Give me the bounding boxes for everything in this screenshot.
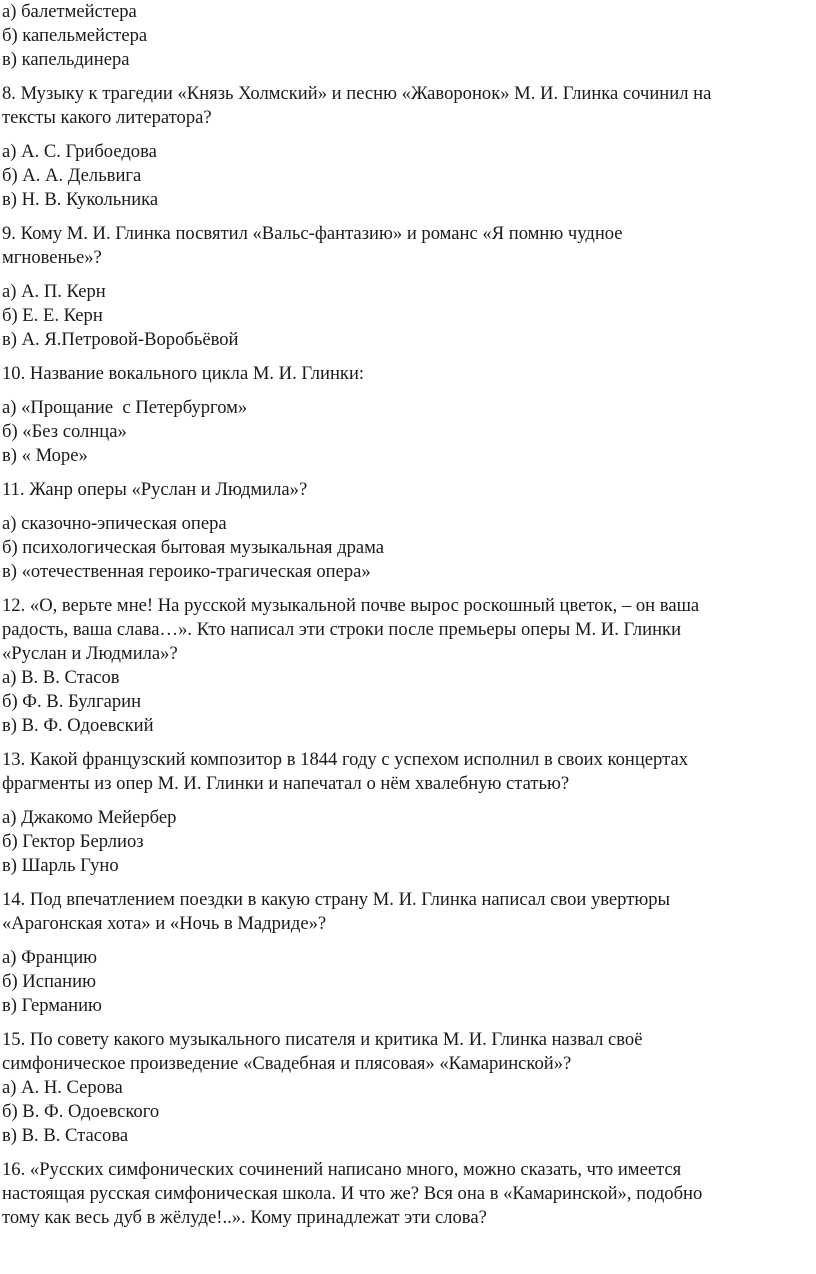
question-text: мгновенье»?	[2, 247, 102, 268]
option-b: б) психологическая бытовая музыкальная драма	[2, 537, 385, 558]
question-text: тому как весь дуб в жёлуде!..». Кому принадлежат эти слова?	[2, 1207, 487, 1228]
option-c: в) В. В. Стасова	[2, 1125, 129, 1146]
question-text: 8. Музыку к трагедии «Князь Холмский» и песню «Жаворонок» М. И. Глинка сочинил на	[2, 83, 712, 104]
question-12	[2, 594, 814, 738]
option-b: б) Е. Е. Керн	[2, 305, 103, 326]
question-9	[2, 222, 814, 352]
question-14	[2, 888, 814, 1018]
option-a: а) «Прощание с Петербургом»	[2, 397, 248, 418]
option-a: а) Джакомо Мейербер	[2, 807, 177, 828]
option-a: а) балетмейстера	[2, 1, 137, 22]
option-c: в) капельдинера	[2, 49, 130, 70]
intro-options	[2, 0, 814, 72]
option-c: в) А. Я.Петровой-Воробьёвой	[2, 329, 239, 350]
option-c: в) «отечественная героико-трагическая опера»	[2, 561, 371, 582]
option-c: в) Германию	[2, 995, 102, 1016]
option-c: в) В. Ф. Одоевский	[2, 715, 154, 736]
question-15	[2, 1028, 814, 1148]
question-13	[2, 748, 814, 878]
option-c: в) Н. В. Кукольника	[2, 189, 159, 210]
question-text: 14. Под впечатлением поездки в какую страну М. И. Глинка написал свои увертюры	[2, 889, 671, 910]
option-b: б) В. Ф. Одоевского	[2, 1101, 160, 1122]
document-page	[2, 0, 814, 1230]
option-a: а) А. С. Грибоедова	[2, 141, 157, 162]
question-text: 10. Название вокального цикла М. И. Глинки:	[2, 363, 365, 384]
option-b: б) А. А. Дельвига	[2, 165, 142, 186]
question-text: фрагменты из опер М. И. Глинки и напечатал о нём хвалебную статью?	[2, 773, 570, 794]
question-text: 13. Какой французский композитор в 1844 году с успехом исполнил в своих концертах	[2, 749, 689, 770]
question-16	[2, 1158, 814, 1230]
question-text: 16. «Русских симфонических сочинений написано много, можно сказать, что имеется	[2, 1159, 682, 1180]
option-b: б) «Без солнца»	[2, 421, 127, 442]
option-b: б) Ф. В. Булгарин	[2, 691, 142, 712]
option-c: в) « Море»	[2, 445, 88, 466]
question-10	[2, 362, 814, 468]
question-text: «Арагонская хота» и «Ночь в Мадриде»?	[2, 913, 327, 934]
question-text: 11. Жанр оперы «Руслан и Людмила»?	[2, 479, 308, 500]
question-11	[2, 478, 814, 584]
question-8	[2, 82, 814, 212]
option-a: а) А. П. Керн	[2, 281, 106, 302]
question-text: 15. По совету какого музыкального писателя и критика М. И. Глинка назвал своё	[2, 1029, 643, 1050]
option-a: а) сказочно-эпическая опера	[2, 513, 227, 534]
question-text: настоящая русская симфоническая школа. И что же? Вся она в «Камаринской», подобно	[2, 1183, 703, 1204]
option-a: а) Францию	[2, 947, 98, 968]
option-a: а) В. В. Стасов	[2, 667, 120, 688]
question-text: радость, ваша слава…». Кто написал эти строки после премьеры оперы М. И. Глинки	[2, 619, 682, 640]
question-text: «Руслан и Людмила»?	[2, 643, 178, 664]
option-a: а) А. Н. Серова	[2, 1077, 123, 1098]
question-text: 12. «О, верьте мне! На русской музыкальной почве вырос роскошный цветок, – он ваша	[2, 595, 700, 616]
question-text: 9. Кому М. И. Глинка посвятил «Вальс-фантазию» и романс «Я помню чудное	[2, 223, 623, 244]
option-b: б) Гектор Берлиоз	[2, 831, 144, 852]
question-text: тексты какого литератора?	[2, 107, 212, 128]
option-b: б) капельмейстера	[2, 25, 148, 46]
question-text: симфоническое произведение «Свадебная и плясовая» «Камаринской»?	[2, 1053, 572, 1074]
option-c: в) Шарль Гуно	[2, 855, 119, 876]
option-b: б) Испанию	[2, 971, 96, 992]
